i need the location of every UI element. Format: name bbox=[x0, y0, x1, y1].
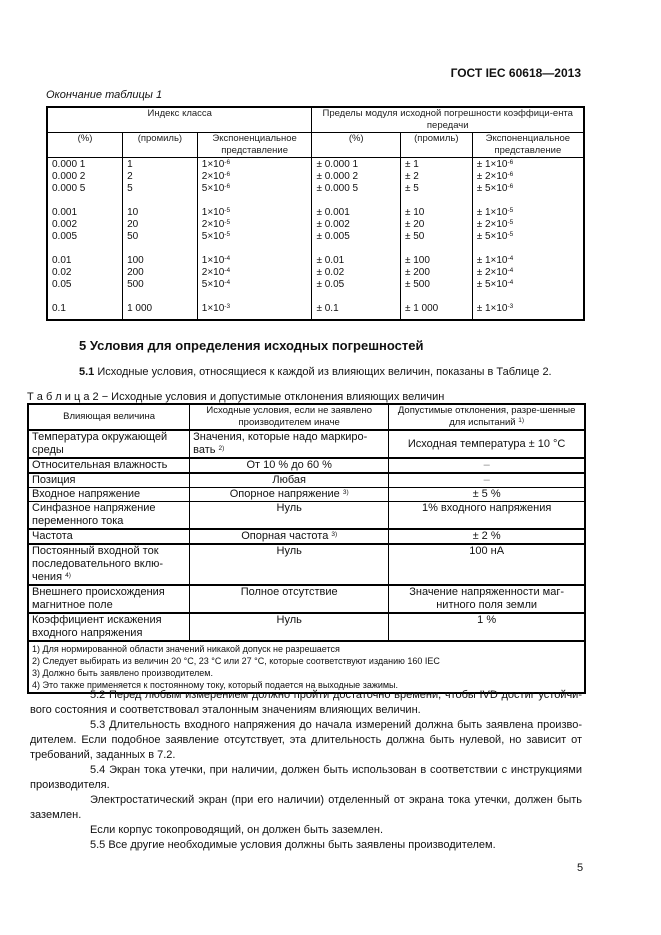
t1-subheader: (промиль) bbox=[400, 133, 472, 158]
paragraph-5-4-b: Электростатический экран (при его наличии) отделенный от экрана тока утечки, должен быть заземлен. bbox=[30, 794, 582, 821]
table-row: Синфазное напряжение переменного тока Нуль 1% входного напряжения bbox=[28, 502, 585, 530]
footnote-2: 2) Следует выбирать из величин 20 °C, 23 °C или 27 °C, которые соответствуют изданию 160 IEC bbox=[32, 656, 440, 666]
paragraph-5-2: 5.2 Перед любым измерением должно пройти достаточно времени, чтобы IVD достиг устойчи-вого состояния и соответствовал эталонным значениям влияющих величин. bbox=[30, 689, 582, 716]
t1-col-exp: $1\times 10^{-6}$ $2\times 10^{-6}$ $5\times 10^{-6}$ $1\times 10^{-5}$ $2\times 10^{-5}$ $5\times 10^{-5}$ $1\times 10^{-4}$ $2\times 10^{-4}$ $5\times 10^{-4}$ $1\times 10^{-3}$ bbox=[197, 158, 312, 320]
t1-col-tol-exp: ± $1\times 10^{-6}$ ± $2\times 10^{-6}$ ± $5\times 10^{-6}$ ± $1\times 10^{-5}$ ± $2\times 10^{-5}$ ± $5\times 10^{-5}$ ± $1\times 10^{-4}$ ± $2\times 10^{-4}$ ± $5\times 10^{-4}$ ± $1\times 10^{-3}$ bbox=[472, 158, 584, 320]
t1-col-ppm: 1 2 5 10 20 50 100 200 500 1 000 bbox=[123, 158, 198, 320]
t1-subheader: Экспоненциальное представление bbox=[472, 133, 584, 158]
document-id: ГОСТ IEC 60618—2013 bbox=[450, 66, 581, 80]
table-row: Температура окружающей среды Значения, которые надо маркиро-вать $^{2)}$ Исходная температура ± 10 °C bbox=[28, 430, 585, 458]
t1-group-header-error-limits: Пределы модуля исходной погрешности коэффици-ента передачи bbox=[312, 107, 584, 133]
t1-subheader: Экспоненциальное представление bbox=[197, 133, 312, 158]
table2-caption: Т а б л и ц а 2 − Исходные условия и допустимые отклонения влияющих величин bbox=[27, 391, 445, 403]
table-row: Постоянный входной ток последовательного вклю-чения $^{4)}$ Нуль 100 нА bbox=[28, 544, 585, 585]
paragraph-5-1: 5.1 Исходные условия, относящиеся к каждой из влияющих величин, показаны в Таблице 2. bbox=[79, 366, 552, 378]
body-paragraphs bbox=[30, 688, 582, 853]
table-row: Относительная влажность От 10 % до 60 % – bbox=[28, 458, 585, 473]
table-row: Позиция Любая – bbox=[28, 473, 585, 488]
paragraph-5-4: 5.4 Экран тока утечки, при наличии, должен быть использован в соответствии с инструкциями производителя. bbox=[30, 764, 582, 791]
table-row: Частота Опорная частота $^{3)}$ ± 2 % bbox=[28, 529, 585, 544]
t1-subheader: (%) bbox=[47, 133, 123, 158]
footnote-4: 4) Это также применяется к постоянному току, который подается на выходные зажимы. bbox=[32, 680, 399, 690]
paragraph-5-5: 5.5 Все другие необходимые условия должны быть заявлены производителем. bbox=[90, 839, 496, 851]
footnote-3: 3) Должно быть заявлено производителем. bbox=[32, 668, 213, 678]
table-1 bbox=[46, 106, 585, 321]
section-5-title: 5 Условия для определения исходных погрешностей bbox=[79, 338, 424, 353]
t1-subheader: (промиль) bbox=[123, 133, 198, 158]
t2-header: Исходные условия, если не заявлено производителем иначе bbox=[190, 404, 389, 430]
paragraph-5-4-c: Если корпус токопроводящий, он должен быть заземлен. bbox=[90, 824, 383, 836]
paragraph-5-3: 5.3 Длительность входного напряжения до начала измерений должна быть заявлена произво-дителем. Если подобное заявление отсутствует, эта длительность должна быть нулевой, но зависит от требований, заданных в 7.2. bbox=[30, 719, 582, 761]
t2-footnotes bbox=[28, 641, 585, 693]
t1-group-header-class-index: Индекс класса bbox=[47, 107, 312, 133]
footnote-1: 1) Для нормированной области значений никакой допуск не разрешается bbox=[32, 644, 340, 654]
table-row: Внешнего происхождения магнитное поле Полное отсутствие Значение напряженности маг-нитного поля земли bbox=[28, 585, 585, 613]
page-number: 5 bbox=[577, 862, 584, 874]
t1-subheader: (%) bbox=[312, 133, 400, 158]
t1-col-pct: 0.000 1 0.000 2 0.000 5 0.001 0.002 0.005 0.01 0.02 0.05 0.1 bbox=[47, 158, 123, 320]
t1-col-tol-pct: ± 0.000 1 ± 0.000 2 ± 0.000 5 ± 0.001 ± 0.002 ± 0.005 ± 0.01 ± 0.02 ± 0.05 ± 0.1 bbox=[312, 158, 400, 320]
t2-header: Влияющая величина bbox=[28, 404, 190, 430]
table1-caption: Окончание таблицы 1 bbox=[46, 89, 163, 101]
table-row: Входное напряжение Опорное напряжение $^{3)}$ ± 5 % bbox=[28, 488, 585, 502]
table-row: Коэффициент искажения входного напряжения Нуль 1 % bbox=[28, 613, 585, 641]
table-2 bbox=[27, 403, 586, 694]
t2-header: Допустимые отклонения, разре-шенные для испытаний $^{1)}$ bbox=[389, 404, 585, 430]
t1-col-tol-ppm: ± 1 ± 2 ± 5 ± 10 ± 20 ± 50 ± 100 ± 200 ± 500 ± 1 000 bbox=[400, 158, 472, 320]
